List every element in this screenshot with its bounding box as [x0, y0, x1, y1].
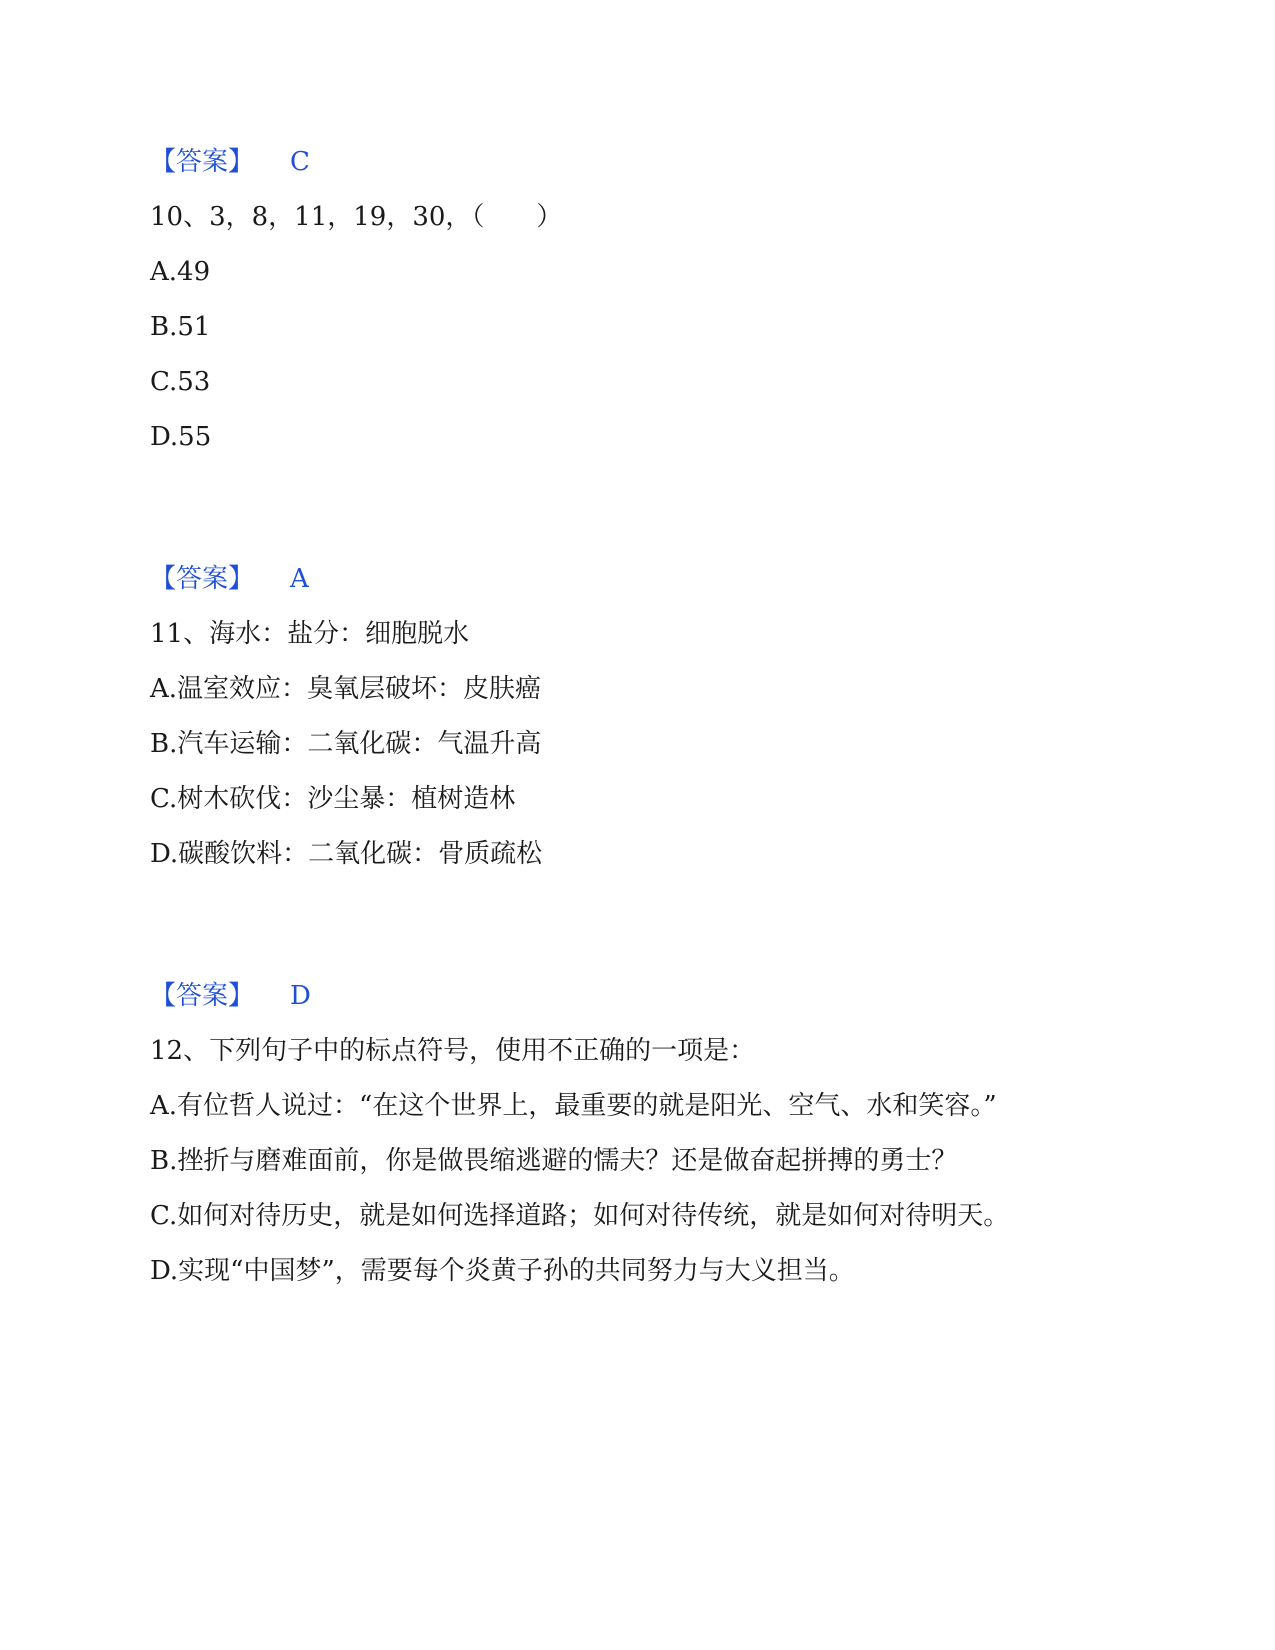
answer-line-q10	[150, 562, 309, 596]
question-stem-10: 10、3，8，11，19，30，（ ）	[150, 202, 563, 232]
option-10-b: B.51	[150, 312, 211, 342]
option-12-c: C.如何对待历史，就是如何选择道路；如何对待传统，就是如何对待明天。	[150, 1201, 1010, 1231]
answer-value: D	[290, 981, 311, 1011]
answer-line-q11	[150, 979, 311, 1013]
option-11-d: D.碳酸饮料：二氧化碳：骨质疏松	[150, 839, 543, 869]
option-12-d: D.实现“中国梦”，需要每个炎黄子孙的共同努力与大义担当。	[150, 1256, 855, 1286]
option-10-a: A.49	[150, 257, 211, 287]
question-stem-11: 11、海水：盐分：细胞脱水	[150, 619, 470, 649]
option-11-b: B.汽车运输：二氧化碳：气温升高	[150, 729, 542, 759]
answer-value: A	[290, 564, 309, 594]
option-12-b: B.挫折与磨难面前，你是做畏缩逃避的懦夫？还是做奋起拼搏的勇士？	[150, 1146, 958, 1176]
answer-label: 【答案】	[150, 981, 255, 1011]
question-stem-12: 12、下列句子中的标点符号，使用不正确的一项是：	[150, 1036, 756, 1066]
answer-line-q9	[150, 145, 310, 179]
option-10-d: D.55	[150, 422, 212, 452]
answer-label: 【答案】	[150, 147, 255, 177]
option-12-a: A.有位哲人说过：“在这个世界上，最重要的就是阳光、空气、水和笑容。”	[150, 1091, 997, 1121]
answer-label: 【答案】	[150, 564, 255, 594]
option-11-c: C.树木砍伐：沙尘暴：植树造林	[150, 784, 516, 814]
option-11-a: A.温室效应：臭氧层破坏：皮肤癌	[150, 674, 542, 704]
option-10-c: C.53	[150, 367, 211, 397]
answer-value: C	[290, 147, 310, 177]
